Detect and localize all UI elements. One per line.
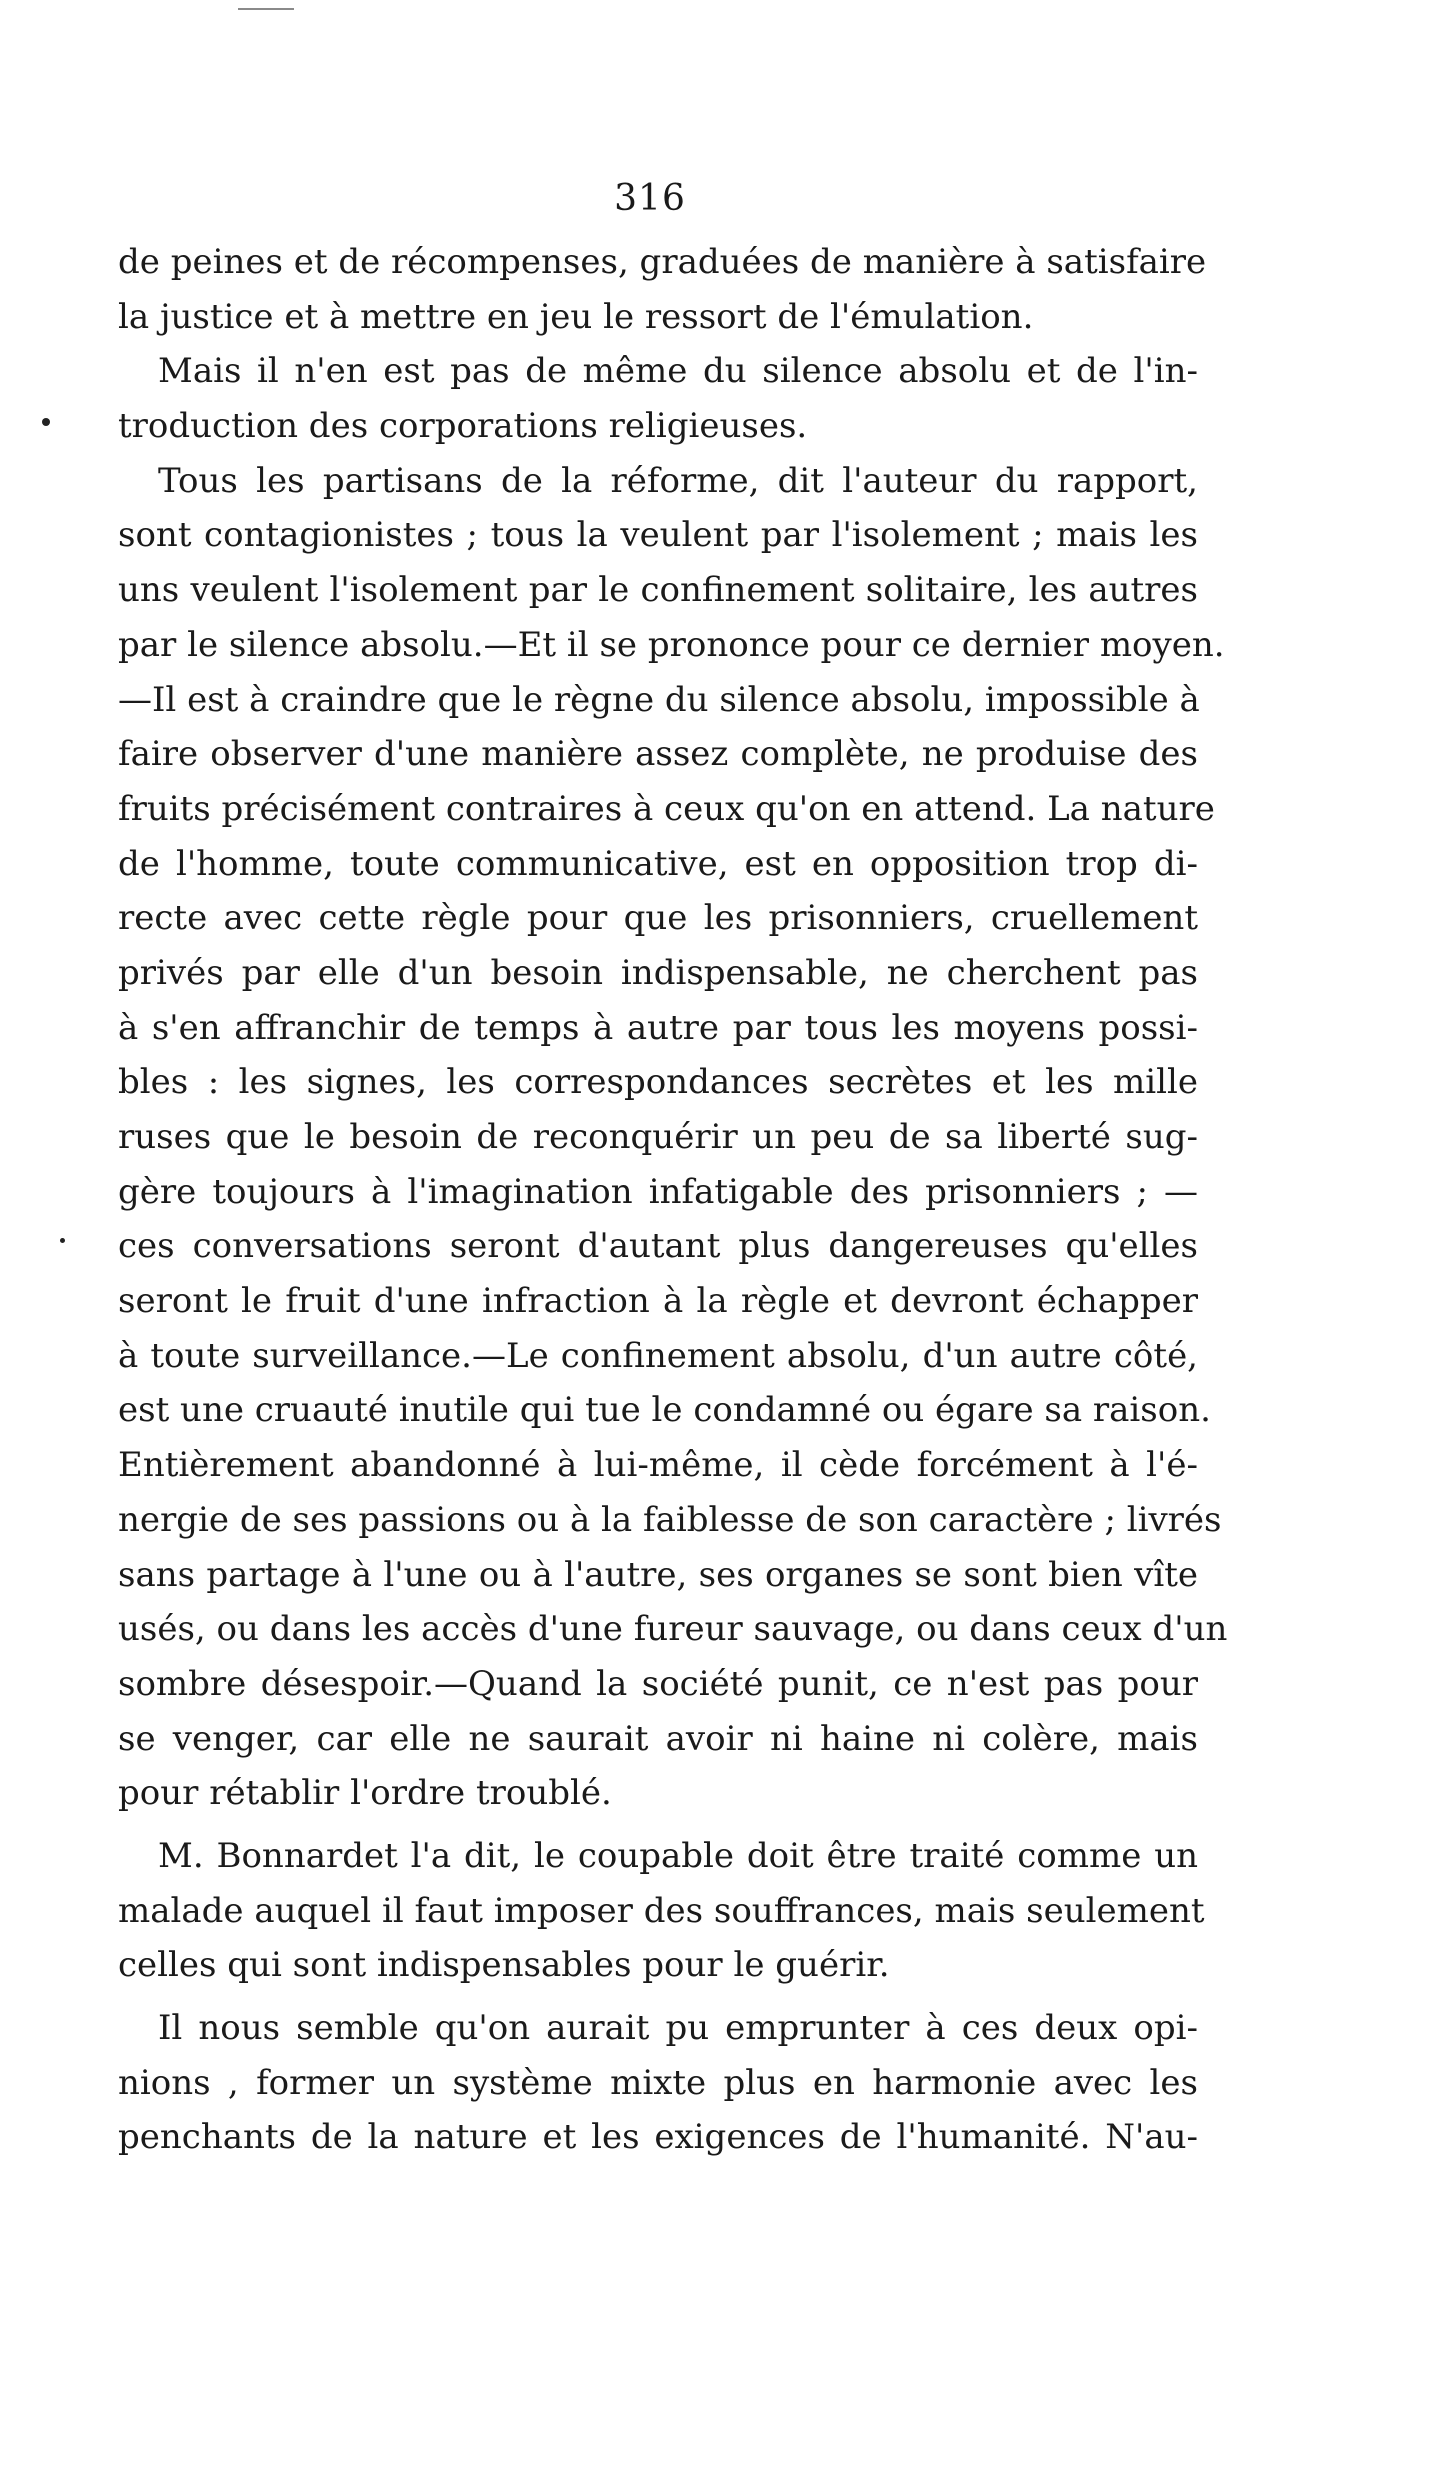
text-line: bles : les signes, les correspondances secrètes et les mille xyxy=(118,1062,1198,1103)
text-line: penchants de la nature et les exigences de l'humanité. N'au- xyxy=(118,2117,1198,2158)
text-line: fruits précisément contraires à ceux qu'on en attend. La nature xyxy=(118,788,1215,829)
text-line: à toute surveillance.—Le confinement absolu, d'un autre côté, xyxy=(118,1335,1198,1376)
text-line: M. Bonnardet l'a dit, le coupable doit être traité comme un xyxy=(158,1835,1198,1876)
text-line: usés, ou dans les accès d'une fureur sauvage, ou dans ceux d'un xyxy=(118,1609,1228,1650)
text-line: ruses que le besoin de reconquérir un peu de sa liberté sug- xyxy=(118,1117,1198,1157)
text-line: pour rétablir l'ordre troublé. xyxy=(118,1773,612,1814)
text-line: la justice et à mettre en jeu le ressort de l'émulation. xyxy=(118,296,1034,337)
text-line: —Il est à craindre que le règne du silence absolu, impossible à xyxy=(118,679,1200,720)
text-line: nions , former un système mixte plus en harmonie avec les xyxy=(118,2062,1198,2103)
top-rule xyxy=(238,8,294,10)
text-line: privés par elle d'un besoin indispensable, ne cherchent pas xyxy=(118,952,1198,993)
text-line: est une cruauté inutile qui tue le condamné ou égare sa raison. xyxy=(118,1390,1211,1431)
text-line: ces conversations seront d'autant plus dangereuses qu'elles xyxy=(118,1226,1198,1267)
text-line: celles qui sont indispensables pour le guérir. xyxy=(118,1945,890,1986)
text-line: par le silence absolu.—Et il se prononce pour ce dernier moyen. xyxy=(118,624,1225,665)
text-line: Il nous semble qu'on aurait pu emprunter à ces deux opi- xyxy=(158,2008,1198,2048)
text-line: nergie de ses passions ou à la faiblesse de son caractère ; livrés xyxy=(118,1499,1222,1540)
text-line: de l'homme, toute communicative, est en opposition trop di- xyxy=(118,843,1198,884)
text-line: Tous les partisans de la réforme, dit l'auteur du rapport, xyxy=(158,460,1198,501)
text-line: seront le fruit d'une infraction à la règle et devront échapper xyxy=(118,1281,1198,1322)
margin-mark xyxy=(42,418,50,426)
text-line: de peines et de récompenses, graduées de manière à satisfaire xyxy=(118,242,1207,282)
text-line: Entièrement abandonné à lui-même, il cède forcément à l'é- xyxy=(118,1445,1198,1486)
margin-mark xyxy=(60,1238,65,1243)
text-line: recte avec cette règle pour que les prisonniers, cruellement xyxy=(118,898,1198,939)
body-text xyxy=(118,235,1228,2165)
text-line: sombre désespoir.—Quand la société punit, ce n'est pas pour xyxy=(118,1663,1198,1704)
text-line: Mais il n'en est pas de même du silence absolu et de l'in- xyxy=(158,351,1198,392)
page-number: 316 xyxy=(614,178,686,219)
text-line: malade auquel il faut imposer des souffrances, mais seulement xyxy=(118,1890,1205,1931)
text-line: faire observer d'une manière assez complète, ne produise des xyxy=(118,734,1198,775)
text-line: gère toujours à l'imagination infatigable des prisonniers ; — xyxy=(118,1171,1198,1212)
text-line: uns veulent l'isolement par le confinement solitaire, les autres xyxy=(118,570,1198,611)
text-line: à s'en affranchir de temps à autre par tous les moyens possi- xyxy=(118,1007,1198,1048)
text-line: sans partage à l'une ou à l'autre, ses organes se sont bien vîte xyxy=(118,1554,1198,1595)
text-line: se venger, car elle ne saurait avoir ni haine ni colère, mais xyxy=(118,1718,1198,1759)
text-line: sont contagionistes ; tous la veulent par l'isolement ; mais les xyxy=(118,515,1198,556)
text-line: troduction des corporations religieuses. xyxy=(118,406,808,447)
